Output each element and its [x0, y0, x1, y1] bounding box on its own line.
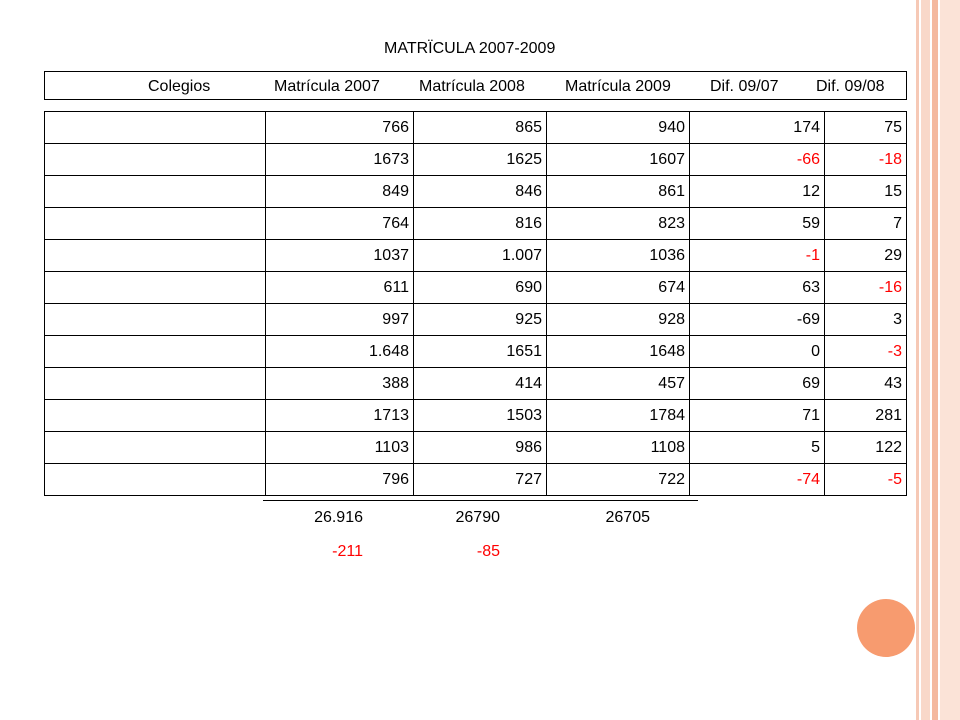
- cell-colegio: [45, 272, 266, 304]
- cell-m2008: 1651: [414, 336, 547, 368]
- cell-dif0907: 71: [690, 400, 825, 432]
- cell-m2007: 1103: [266, 432, 414, 464]
- cell-m2008: 865: [414, 112, 547, 144]
- cell-m2007: 611: [266, 272, 414, 304]
- cell-dif0907: 0: [690, 336, 825, 368]
- cell-dif0907: -74: [690, 464, 825, 496]
- cell-m2008: 414: [414, 368, 547, 400]
- decor-circle: [857, 599, 915, 657]
- cell-dif0908: 281: [825, 400, 907, 432]
- cell-m2007: 997: [266, 304, 414, 336]
- cell-dif0907: 69: [690, 368, 825, 400]
- cell-m2007: 849: [266, 176, 414, 208]
- cell-dif0908: 29: [825, 240, 907, 272]
- header-colegios: Colegios: [148, 78, 211, 95]
- cell-dif0907: -69: [690, 304, 825, 336]
- cell-dif0907: 12: [690, 176, 825, 208]
- table-row: [45, 112, 907, 144]
- total-2007: 26.916: [314, 509, 363, 526]
- cell-m2009: 940: [547, 112, 690, 144]
- cell-colegio: [45, 464, 266, 496]
- cell-colegio: [45, 208, 266, 240]
- cell-m2007: 1.648: [266, 336, 414, 368]
- cell-colegio: [45, 368, 266, 400]
- cell-dif0908: 3: [825, 304, 907, 336]
- decor-stripe: [940, 0, 960, 720]
- cell-m2007: 388: [266, 368, 414, 400]
- table-row: [45, 368, 907, 400]
- total-2008: 26790: [455, 509, 500, 526]
- cell-colegio: [45, 144, 266, 176]
- header-dif-0907: Dif. 09/07: [710, 78, 779, 95]
- cell-m2008: 690: [414, 272, 547, 304]
- table-header: [44, 71, 907, 100]
- cell-dif0907: 174: [690, 112, 825, 144]
- cell-m2009: 457: [547, 368, 690, 400]
- cell-m2009: 1108: [547, 432, 690, 464]
- cell-m2007: 1673: [266, 144, 414, 176]
- header-dif-0908: Dif. 09/08: [816, 78, 885, 95]
- cell-m2009: 823: [547, 208, 690, 240]
- title-text: MATRÏCULA 2007-2009: [384, 40, 556, 57]
- table-row: [45, 176, 907, 208]
- cell-dif0908: -3: [825, 336, 907, 368]
- total-2009: 26705: [605, 509, 650, 526]
- cell-colegio: [45, 176, 266, 208]
- cell-m2009: 674: [547, 272, 690, 304]
- cell-m2009: 722: [547, 464, 690, 496]
- cell-m2009: 1607: [547, 144, 690, 176]
- diff-2009-2008: -85: [476, 543, 500, 560]
- table-row: [45, 240, 907, 272]
- header-matricula-2009: Matrícula 2009: [565, 78, 671, 95]
- cell-m2008: 1625: [414, 144, 547, 176]
- cell-dif0907: 59: [690, 208, 825, 240]
- cell-colegio: [45, 400, 266, 432]
- cell-dif0907: 5: [690, 432, 825, 464]
- cell-dif0907: -1: [690, 240, 825, 272]
- cell-m2007: 796: [266, 464, 414, 496]
- decor-stripe: [916, 0, 919, 720]
- cell-m2008: 846: [414, 176, 547, 208]
- cell-m2009: 861: [547, 176, 690, 208]
- cell-m2008: 1.007: [414, 240, 547, 272]
- cell-m2008: 727: [414, 464, 547, 496]
- cell-dif0907: 63: [690, 272, 825, 304]
- table-row: [45, 208, 907, 240]
- table-row: [45, 144, 907, 176]
- cell-dif0908: 7: [825, 208, 907, 240]
- cell-m2008: 925: [414, 304, 547, 336]
- table-row: [45, 272, 907, 304]
- cell-dif0908: 43: [825, 368, 907, 400]
- cell-dif0908: -16: [825, 272, 907, 304]
- table-row: [45, 464, 907, 496]
- header-matricula-2008: Matrícula 2008: [419, 78, 525, 95]
- cell-colegio: [45, 304, 266, 336]
- cell-dif0908: -18: [825, 144, 907, 176]
- cell-dif0908: 75: [825, 112, 907, 144]
- cell-m2007: 1037: [266, 240, 414, 272]
- table-row: [45, 336, 907, 368]
- cell-m2008: 816: [414, 208, 547, 240]
- decor-stripe: [932, 0, 938, 720]
- diff-2008-2007: -211: [332, 543, 363, 560]
- cell-colegio: [45, 112, 266, 144]
- table-row: [45, 304, 907, 336]
- cell-m2009: 1648: [547, 336, 690, 368]
- cell-m2008: 986: [414, 432, 547, 464]
- cell-m2007: 764: [266, 208, 414, 240]
- cell-dif0908: 122: [825, 432, 907, 464]
- cell-colegio: [45, 336, 266, 368]
- table-row: [45, 400, 907, 432]
- totals-divider: [263, 500, 698, 501]
- cell-m2009: 928: [547, 304, 690, 336]
- cell-m2009: 1036: [547, 240, 690, 272]
- cell-m2007: 766: [266, 112, 414, 144]
- cell-colegio: [45, 432, 266, 464]
- table-row: [45, 432, 907, 464]
- cell-m2007: 1713: [266, 400, 414, 432]
- cell-m2008: 1503: [414, 400, 547, 432]
- header-matricula-2007: Matrícula 2007: [274, 78, 380, 95]
- cell-dif0907: -66: [690, 144, 825, 176]
- data-table: [44, 111, 907, 496]
- cell-m2009: 1784: [547, 400, 690, 432]
- cell-colegio: [45, 240, 266, 272]
- decor-stripe: [921, 0, 930, 720]
- cell-dif0908: -5: [825, 464, 907, 496]
- cell-dif0908: 15: [825, 176, 907, 208]
